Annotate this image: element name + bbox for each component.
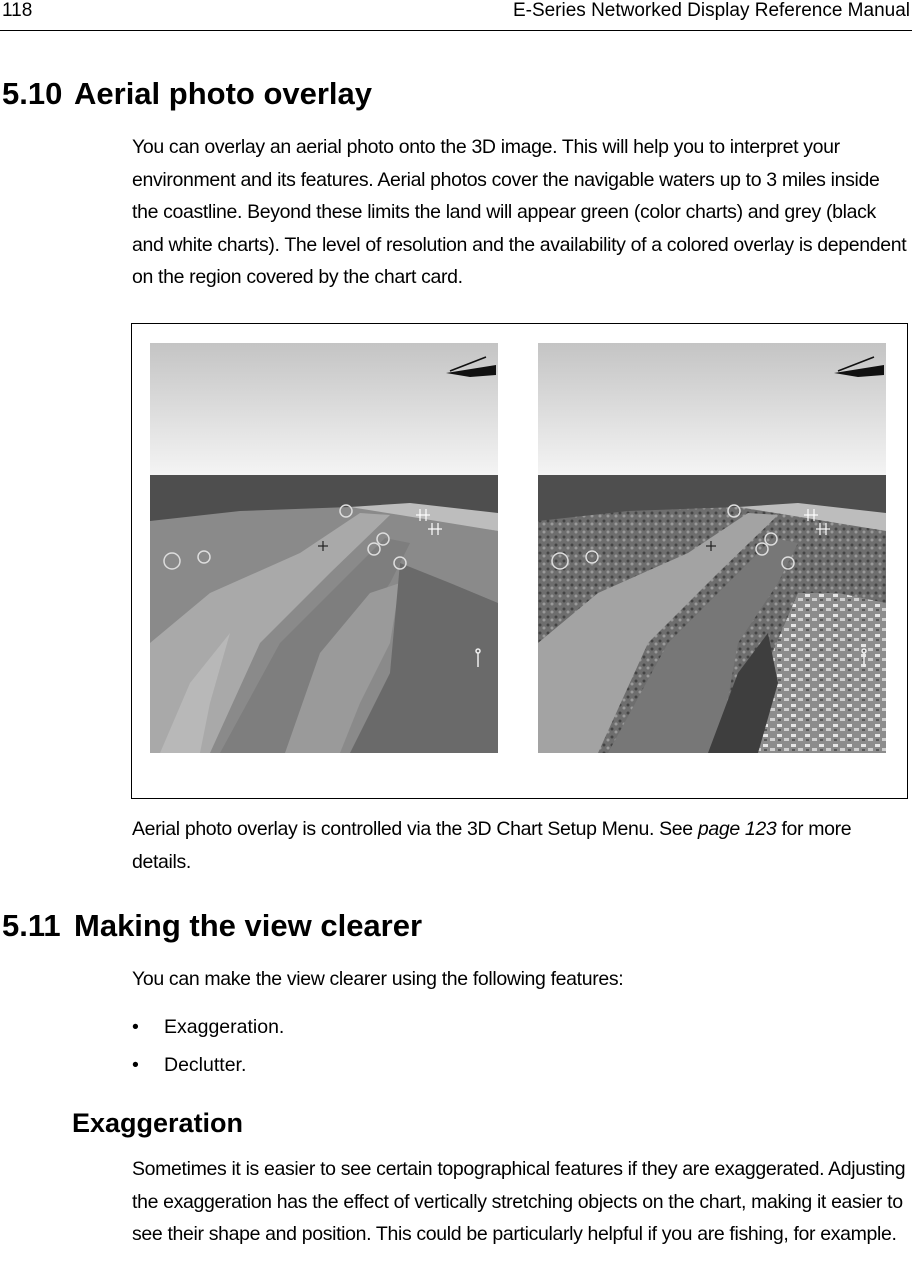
section-number: 5.10 bbox=[2, 76, 63, 111]
section-title: Making the view clearer bbox=[74, 908, 423, 943]
section-title: Aerial photo overlay bbox=[74, 76, 373, 111]
chart-view-with-overlay bbox=[538, 343, 886, 753]
chart-view-without-overlay bbox=[150, 343, 498, 753]
section-heading-5-10 bbox=[2, 76, 372, 112]
bullet-item bbox=[132, 1049, 246, 1081]
aerial-overlay-intro: You can overlay an aerial photo onto the 3D image. This will help you to interpret your environment and its features. Aerial photos cover the navigable waters up to 3 miles inside the coastline. Beyond these limits the land will appear green (color charts) and grey (black and white charts). The level of resolution and the availability of a colored overlay is dependent on the region covered by the chart card. bbox=[132, 136, 907, 288]
section-number: 5.11 bbox=[2, 908, 61, 943]
page-number: 118 bbox=[2, 0, 33, 21]
bullet-text: Exaggeration. bbox=[164, 1016, 285, 1038]
overlay-note-text-end: for more details. bbox=[132, 818, 852, 873]
bullet-icon: • bbox=[132, 1054, 139, 1076]
exaggeration-text: Sometimes it is easier to see certain topographical features if they are exaggerated. Adjusting the exaggeration has the effect of vertically stretching objects on the chart, making it easier to see their shape and position. This could be particularly helpful if you are fishing, for example. bbox=[132, 1158, 906, 1245]
clearer-view-intro: You can make the view clearer using the following features: bbox=[132, 968, 624, 990]
section-heading-5-11 bbox=[2, 908, 422, 944]
bullet-icon: • bbox=[132, 1016, 139, 1038]
manual-title: E-Series Networked Display Reference Manual bbox=[512, 0, 910, 21]
bullet-text: Declutter. bbox=[164, 1054, 247, 1076]
subsection-heading-exaggeration: Exaggeration bbox=[72, 1108, 244, 1138]
page-reference-link[interactable]: page 123 bbox=[697, 818, 777, 840]
overlay-note-text: Aerial photo overlay is controlled via the 3D Chart Setup Menu. See bbox=[132, 818, 698, 840]
bullet-item bbox=[132, 1011, 284, 1043]
overlay-control-note bbox=[132, 813, 910, 878]
page-header bbox=[0, 0, 912, 31]
aerial-overlay-figure bbox=[131, 323, 908, 799]
